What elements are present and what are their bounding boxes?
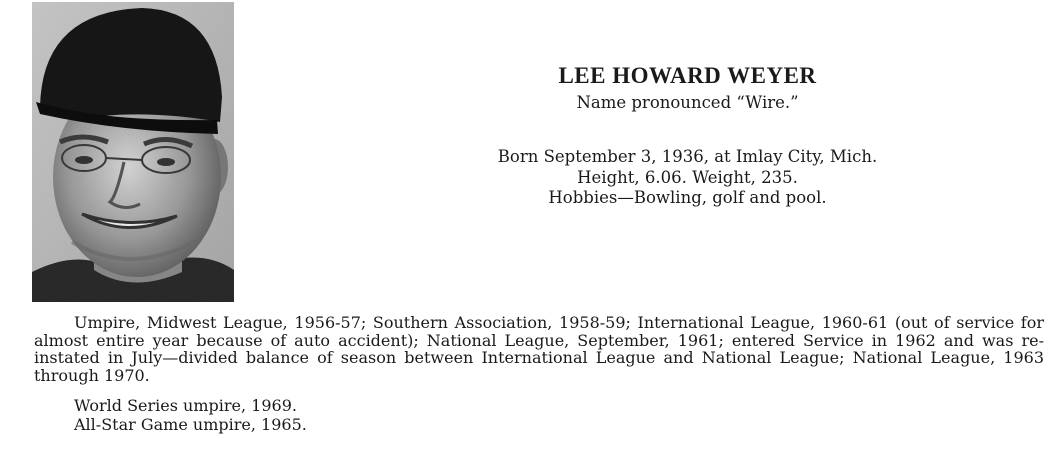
world-series-note: World Series umpire, 1969. — [74, 396, 297, 415]
hobbies: Hobbies—Bowling, golf and pool. — [548, 188, 827, 207]
portrait-photo — [32, 2, 234, 302]
name-pronunciation: Name pronounced “Wire.” — [576, 93, 799, 112]
height-weight: Height, 6.06. Weight, 235. — [577, 167, 798, 187]
umpire-name: LEE HOWARD WEYER — [558, 63, 817, 88]
birth-info: Born September 3, 1936, at Imlay City, Mich. — [497, 147, 878, 166]
career-summary: Umpire, Midwest League, 1956-57; Southern Association, 1958-59; International League, 1960-61 (out of service for almost entire year because of auto accident); National League, September, 1961; entered Service in 1962 and was re-instated in July—divided balance of season between International League and National League; National League, 1963 through 1970. — [34, 313, 1044, 385]
portrait-illustration — [32, 2, 234, 302]
all-star-note: All-Star Game umpire, 1965. — [74, 415, 307, 434]
vitals-block — [360, 147, 1015, 209]
